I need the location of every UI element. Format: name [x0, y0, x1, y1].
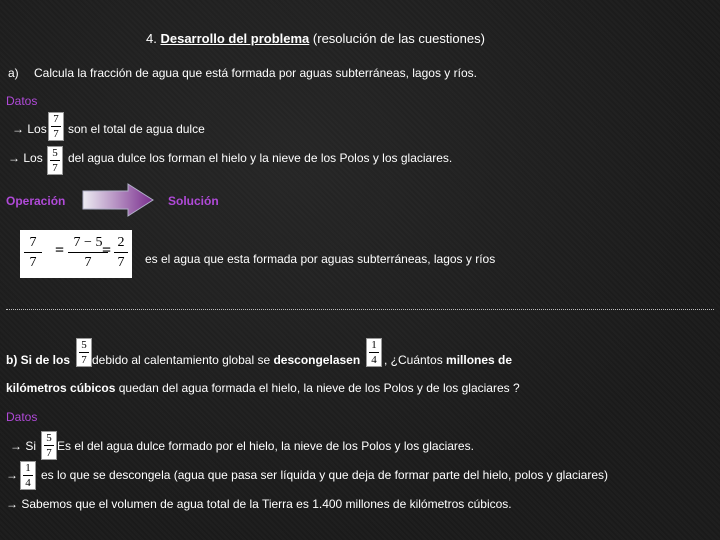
- part-b-text-mid: debido al calentamiento global se: [92, 353, 271, 367]
- part-a-text-end: .: [473, 66, 477, 80]
- datos-b-item-1-text: Es el del agua dulce formado por el hielo, la nieve de los Polos y los glaciares.: [57, 439, 474, 453]
- fraction-numerator: 2: [117, 235, 125, 250]
- datos-b-item-3: [6, 497, 512, 511]
- equals-sign: =: [102, 242, 112, 259]
- part-a-question: [34, 66, 477, 80]
- fraction-bar: [114, 252, 128, 253]
- part-b-question-line-1: [92, 353, 360, 367]
- fraction-5-7: [47, 146, 63, 175]
- fraction-bar: [79, 352, 89, 353]
- datos-b-heading: Datos: [6, 410, 38, 424]
- fraction-denominator: 7: [29, 255, 37, 270]
- solucion-label: Solución: [168, 194, 219, 208]
- arrow-right-icon: →: [6, 497, 18, 511]
- datos-b-item-3-text: Sabemos que el volumen de agua total de la Tierra es 1.400 millones de kilómetros cúbicos.: [21, 497, 512, 511]
- datos-a-item-1-lead: Los: [27, 122, 47, 136]
- arrow-right-icon: →: [8, 151, 20, 165]
- datos-b-item-1-lead: Si: [25, 439, 37, 453]
- title-underlined: Desarrollo del problema: [160, 31, 310, 46]
- part-b-text-bold-2: millones de: [446, 353, 513, 367]
- part-b-line2-bold: kilómetros cúbicos: [6, 381, 116, 395]
- operation-box: [20, 230, 132, 278]
- op-fraction-1: [24, 235, 42, 270]
- fraction-numerator: 1: [25, 462, 31, 474]
- part-b-question-line-2: [6, 381, 520, 395]
- page-title: [146, 31, 485, 46]
- operation-result-text: es el agua que esta formada por aguas subterráneas, lagos y ríos: [145, 252, 496, 266]
- fraction-denominator: 7: [53, 128, 59, 140]
- fraction-bar: [23, 475, 33, 476]
- fraction-numerator: 5: [52, 147, 58, 159]
- datos-a-item-2: [8, 151, 43, 165]
- fraction-numerator: 7: [53, 113, 59, 125]
- fraction-numerator: 7 − 5: [73, 235, 103, 250]
- title-rest: (resolución de las cuestiones): [312, 31, 485, 46]
- arrow-right-icon: [82, 183, 154, 217]
- datos-a-item-2-text: del agua dulce los forman el hielo y la nieve de los Polos y los glaciares.: [68, 151, 453, 165]
- datos-a-item-2-lead: Los: [23, 151, 43, 165]
- fraction-denominator: 7: [84, 255, 92, 270]
- fraction-denominator: 4: [25, 477, 31, 489]
- part-a-label: a): [8, 66, 19, 80]
- datos-b-item-2-text: es lo que se descongela (agua que pasa ser líquida y que deja de formar parte del hielo, polos y glaciares): [41, 468, 609, 482]
- datos-b-item-2: [6, 468, 18, 482]
- part-a-text-bold: agua que está formada por aguas subterráneas, lagos y ríos: [152, 66, 474, 80]
- fraction-1-4: [20, 461, 36, 490]
- fraction-numerator: 1: [371, 339, 377, 351]
- fraction-denominator: 7: [52, 162, 58, 174]
- datos-a-item-1: [12, 122, 47, 136]
- fraction-bar: [369, 352, 379, 353]
- fraction-7-7: [48, 112, 64, 141]
- part-b-text-bold-1: descongelasen: [273, 353, 361, 367]
- op-fraction-3: [114, 235, 128, 270]
- fraction-denominator: 7: [81, 354, 87, 366]
- fraction-bar: [51, 126, 61, 127]
- part-b-text-q: , ¿Cuántos: [384, 353, 443, 367]
- part-b-label: b) Si de los: [6, 353, 71, 367]
- fraction-5-7: [76, 338, 92, 367]
- part-b-line2-rest: quedan del agua formada el hielo, la nieve de los Polos y de los glaciares ?: [118, 381, 520, 395]
- arrow-right-icon: →: [12, 122, 24, 136]
- fraction-numerator: 7: [29, 235, 37, 250]
- fraction-denominator: 4: [371, 354, 377, 366]
- fraction-bar: [24, 252, 42, 253]
- part-a-text-start: Calcula la fracción de: [34, 66, 149, 80]
- equals-sign: =: [55, 242, 65, 259]
- datos-a-heading: Datos: [6, 94, 38, 108]
- arrow-right-icon: →: [6, 468, 18, 482]
- fraction-numerator: 5: [46, 432, 52, 444]
- fraction-bar: [50, 160, 60, 161]
- dotted-divider: [6, 309, 714, 310]
- fraction-numerator: 5: [81, 339, 87, 351]
- arrow-right-icon: →: [10, 439, 22, 453]
- fraction-bar: [44, 445, 54, 446]
- fraction-1-4: [366, 338, 382, 367]
- datos-a-item-1-text: son el total de agua dulce: [68, 122, 205, 136]
- title-number: 4.: [146, 31, 157, 46]
- part-b-question-tail: [384, 353, 512, 367]
- datos-b-item-1: [10, 439, 36, 453]
- fraction-denominator: 7: [46, 447, 52, 459]
- operacion-label: Operación: [6, 194, 66, 208]
- fraction-denominator: 7: [117, 255, 125, 270]
- fraction-5-7: [41, 431, 57, 460]
